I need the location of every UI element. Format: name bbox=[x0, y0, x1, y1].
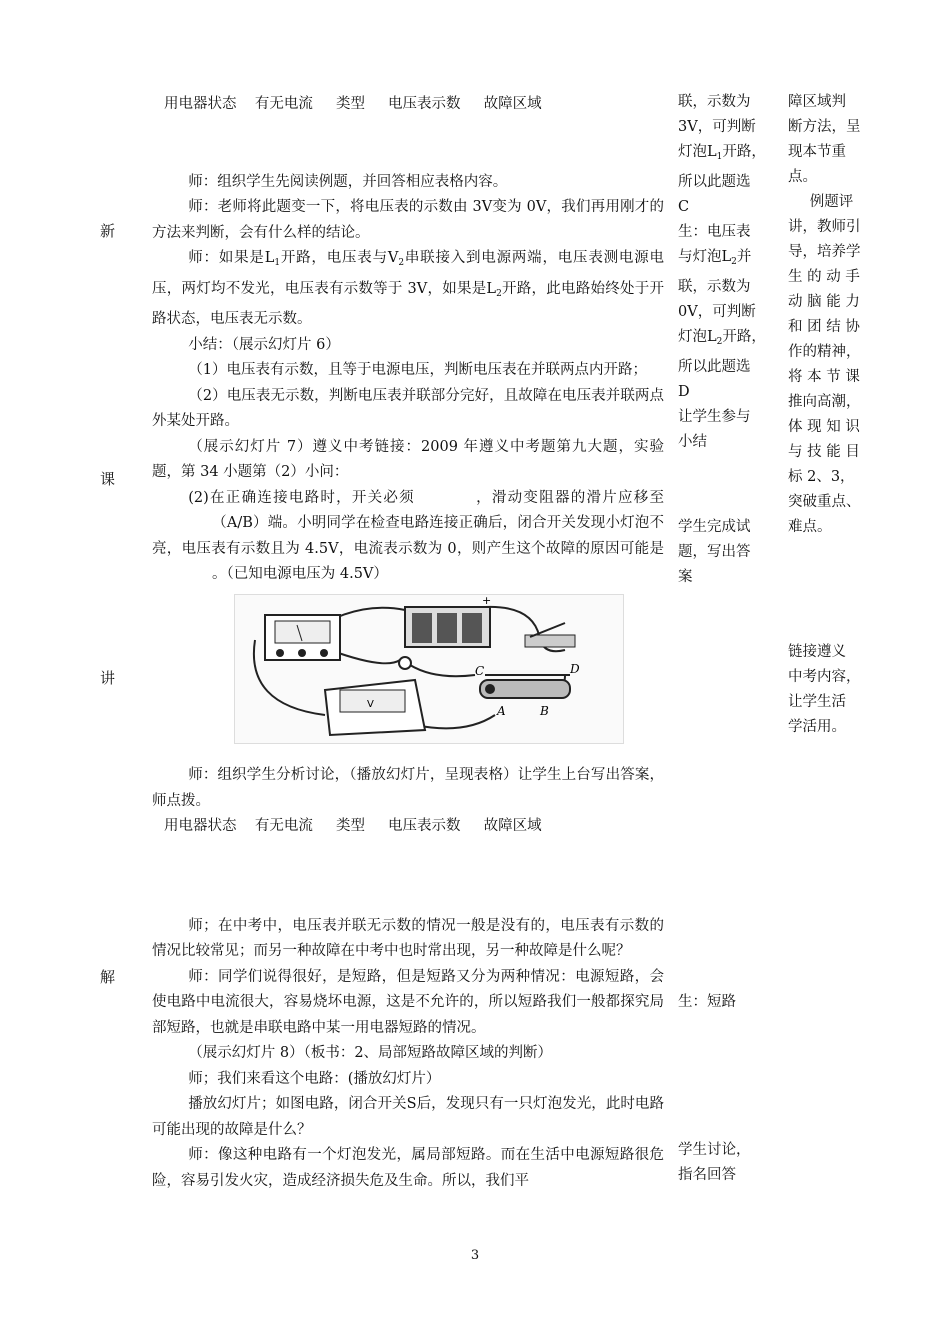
plus-label: + bbox=[482, 593, 492, 607]
activity-block: 生：短路 bbox=[678, 994, 736, 1010]
paragraph: 师：组织学生先阅读例题，并回答相应表格内容。 bbox=[188, 173, 508, 190]
paragraph: 师：组织学生分析讨论，（播放幻灯片，呈现表格）让学生上台写出答案，师点拨。 bbox=[152, 767, 664, 809]
section-label-xin: 新 bbox=[100, 222, 116, 240]
paragraph: 师；在中考中，电压表并联无示数的情况一般是没有的，电压表有示数的情况比较常见；而另一种故障在中考中也时常出现，另一种故障是什么呢？ bbox=[152, 917, 664, 959]
main-text-column bbox=[152, 92, 664, 1194]
paragraph: （展示幻灯片 8）（板书：2、局部短路故障区域的判断） bbox=[188, 1045, 553, 1061]
activity-block: 学生完成试 题，写出答 案 bbox=[678, 519, 751, 585]
label-a: A bbox=[497, 703, 506, 718]
paragraph: 师：同学们说得很好，是短路，但是短路又分为两种情况：电源短路，会使电路中电流很大，容易烧坏电源，这是不允许的，所以短路我们一般都探究局部短路，也就是串联电路中某一用电器短路的情况。 bbox=[152, 968, 664, 1036]
label-b: B bbox=[540, 703, 549, 718]
activity-block: 联，示数为 3V，可判断 灯泡$L_1$开路， 所以此题选 C 生：电压表 与灯泡$L_2$并 联，示数为 0V，可判断 灯泡$L_2$开路， 所以此题选 D 让学生参与 小结 bbox=[678, 94, 766, 450]
paragraph: 师：如果是$L_1$开路，电压表与$V_2$串联接入到电源两端，电压表测电源电压，两灯均不发光，电压表有示数等于 3V，如果是$L_2$开路，此电路始终处于开路状态，电压表无示数。 bbox=[152, 250, 665, 327]
activity-block: 学生讨论， 指名回答 bbox=[678, 1142, 751, 1183]
label-d: D bbox=[570, 661, 580, 676]
paragraph: （展示幻灯片 7）遵义中考链接：2009 年遵义中考题第九大题，实验题，第 34 小题第（2）小问： bbox=[152, 438, 664, 480]
circuit-figure bbox=[234, 594, 624, 744]
page-number: 3 bbox=[470, 1248, 480, 1263]
table-blank bbox=[152, 840, 664, 914]
table-blank bbox=[152, 118, 664, 170]
paragraph: （1）电压表有示数，且等于电源电压，判断电压表在并联两点内开路； bbox=[188, 362, 647, 378]
ammeter-icon bbox=[265, 615, 340, 660]
section-label-ke: 课 bbox=[100, 470, 116, 488]
paragraph: 师：像这种电路有一个灯泡发光，属局部短路。而在生活中电源短路很危险，容易引发火灾，造成经济损失危及生命。所以，我们平 bbox=[152, 1147, 664, 1189]
intent-block: 障区域判 断方法，呈 现本节重 点。 例题评 讲，教师引 导，培养学 生 的 动 手 动 脑 能 力 和 团 结 协 作的精神， 将 本 节 课 推向高潮， 体 现 知 识 与 技 能 目 标 2、3， 突破重点、 难点。 bbox=[788, 94, 861, 535]
section-label-jie: 解 bbox=[100, 968, 116, 986]
label-c: C bbox=[475, 663, 485, 678]
paragraph: (2)在正确连接电路时，开关必须 ，滑动变阻器的滑片应移至（A/B）端。小明同学在检查电路连接正确后，闭合开关发现小灯泡不亮，电压表有示数且为 4.5V，电流表示数为 0，则产生这个故障的原因可能是。（已知电源电压为 4.5V） bbox=[152, 489, 664, 582]
paragraph: 小结：（展示幻灯片 6） bbox=[188, 336, 340, 353]
intent-block: 链接遵义 中考内容， 让学生活 学活用。 bbox=[788, 644, 861, 735]
paragraph: 师；我们来看这个电路：(播放幻灯片） bbox=[188, 1070, 441, 1087]
section-label-jiang: 讲 bbox=[100, 669, 116, 687]
paragraph: 播放幻灯片；如图电路，闭合开关S后，发现只有一只灯泡发光，此时电路可能出现的故障是什么？ bbox=[152, 1096, 664, 1138]
paragraph: （2）电压表无示数，判断电压表并联部分完好，且故障在电压表并联两点外某处开路。 bbox=[152, 387, 664, 429]
table-header: 用电器状态 有无电流 类型 电压表示数 故障区域 bbox=[164, 818, 542, 834]
paragraph: 师：老师将此题变一下，将电压表的示数由 3V变为 0V，我们再用刚才的方法来判断，会有什么样的结论。 bbox=[152, 199, 664, 241]
table-header: 用电器状态 有无电流 类型 电压表示数 故障区域 bbox=[164, 96, 542, 112]
voltmeter-label: V bbox=[367, 698, 374, 710]
